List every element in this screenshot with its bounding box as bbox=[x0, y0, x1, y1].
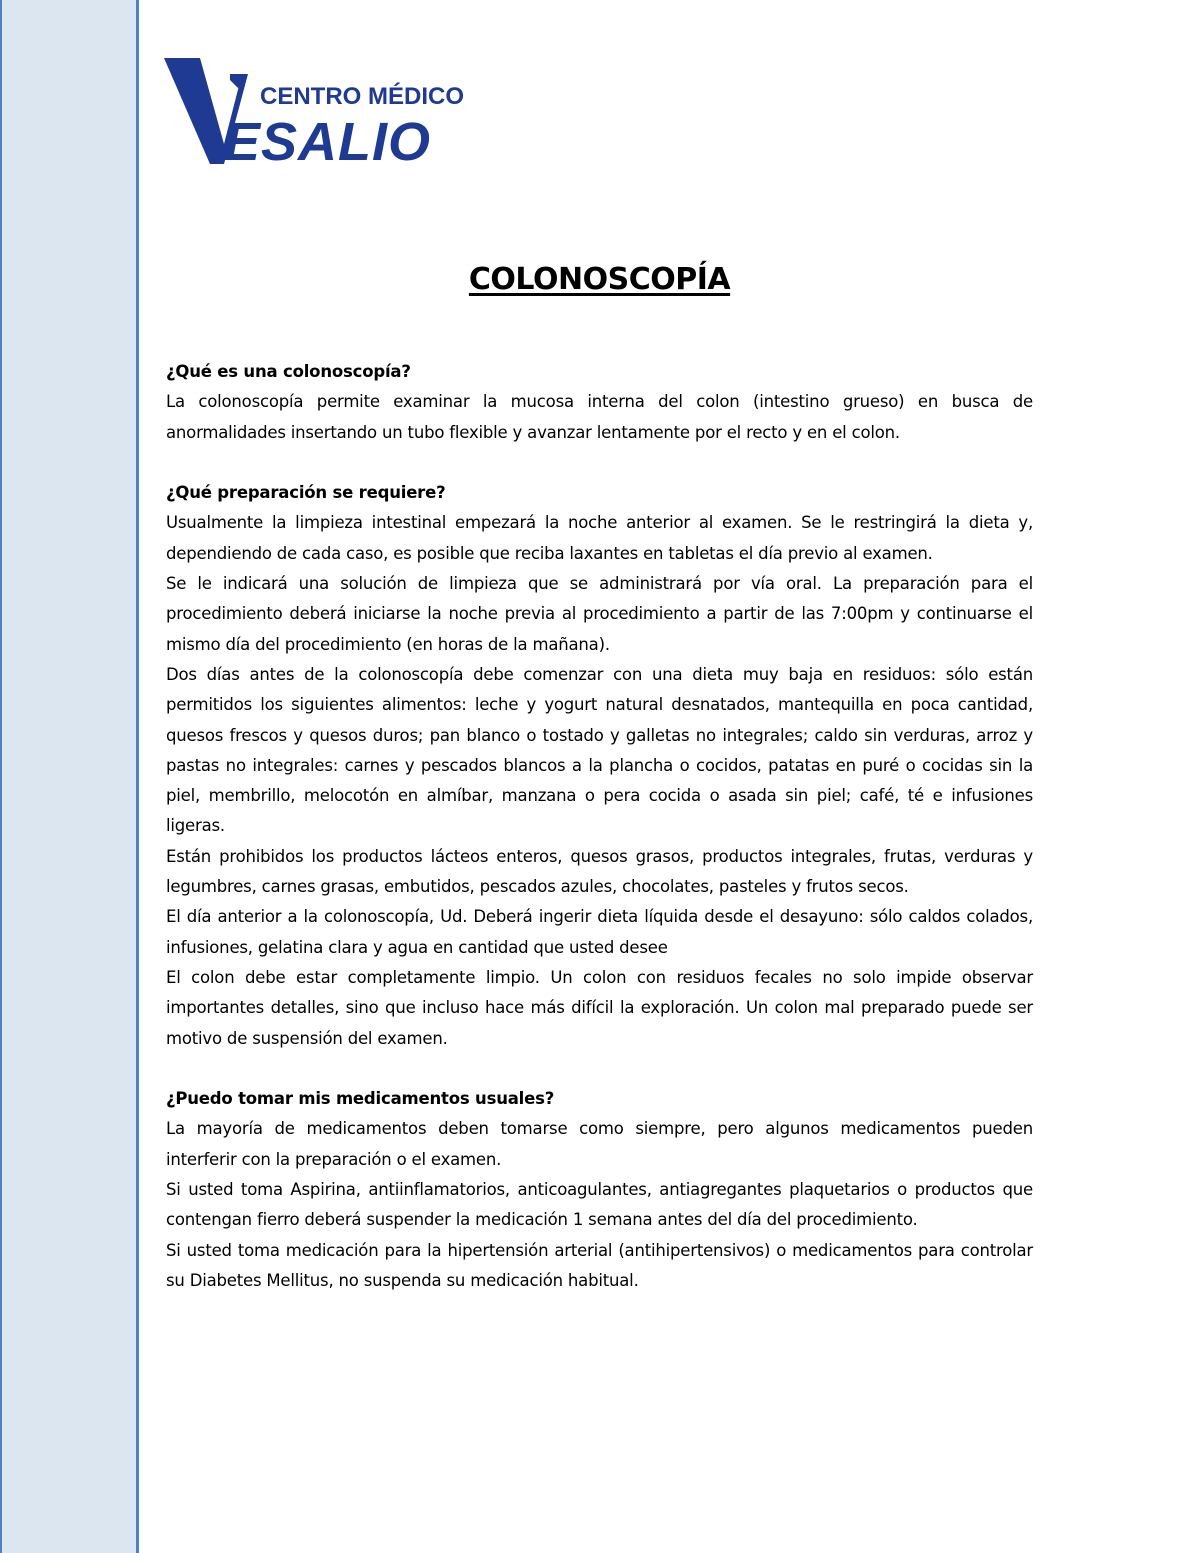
section-heading: ¿Qué es una colonoscopía? bbox=[166, 362, 411, 381]
paragraph: El día anterior a la colonoscopía, Ud. Deberá ingerir dieta líquida desde el desayuno: sólo caldos colados, infusiones, gelatina clara y agua en cantidad que usted desee bbox=[166, 907, 1033, 957]
paragraph: Están prohibidos los productos lácteos enteros, quesos grasos, productos integrales, frutas, verduras y legumbres, carnes grasas, embutidos, pescados azules, chocolates, pasteles y frutos secos. bbox=[166, 846, 1033, 897]
section-what-is bbox=[166, 357, 1033, 448]
paragraph: Si usted toma medicación para la hipertensión arterial (antihipertensivos) o medicamentos para controlar su Diabetes Mellitus, no suspenda su medicación habitual. bbox=[166, 1240, 1033, 1290]
section-gap bbox=[166, 1054, 1033, 1084]
section-gap bbox=[166, 448, 1033, 478]
logo-line2: ESALIO bbox=[224, 112, 432, 172]
section-medications bbox=[166, 1084, 1033, 1296]
document-body bbox=[166, 357, 1033, 1296]
centro-medico-vesalio-logo bbox=[160, 52, 470, 172]
document-title: COLONOSCOPÍA bbox=[468, 262, 731, 297]
section-preparation bbox=[166, 478, 1033, 1054]
section-heading: ¿Puedo tomar mis medicamentos usuales? bbox=[166, 1089, 555, 1109]
paragraph: El colon debe estar completamente limpio. Un colon con residuos fecales no solo impide observar importantes detalles, sino que incluso hace más difícil la exploración. Un colon mal preparado puede ser motivo de suspensión del examen. bbox=[166, 967, 1033, 1048]
paragraph: Dos días antes de la colonoscopía debe comenzar con una dieta muy baja en residuos: sólo están permitidos los siguientes alimentos: leche y yogurt natural desnatados, mantequilla en poca cantidad, quesos frescos y quesos duros; pan blanco o tostado y galletas no integrales; caldo sin verduras, arroz y pastas no integrales: carnes y pescados blancos a la plancha o cocidos, patatas en puré o cocidas sin la piel, membrillo, melocotón en almíbar, manzana o pera cocida o asada sin piel; café, té e infusiones ligeras. bbox=[166, 664, 1033, 836]
paragraph: Si usted toma Aspirina, antiinflamatorios, anticoagulantes, antiagregantes plaquetarios o productos que contengan fierro deberá suspender la medicación 1 semana antes del día del procedimiento. bbox=[166, 1180, 1033, 1230]
paragraph: La mayoría de medicamentos deben tomarse como siempre, pero algunos medicamentos pueden interferir con la preparación o el examen. bbox=[166, 1119, 1033, 1169]
logo-line1: CENTRO MÉDICO bbox=[260, 83, 464, 110]
page-sidebar-band bbox=[0, 0, 139, 1553]
paragraph: Usualmente la limpieza intestinal empezará la noche anterior al examen. Se le restringirá la dieta y, dependiendo de cada caso, es posible que reciba laxantes en tabletas el día previo al examen. bbox=[166, 513, 1033, 563]
section-heading: ¿Qué preparación se requiere? bbox=[166, 483, 446, 503]
paragraph: La colonoscopía permite examinar la mucosa interna del colon (intestino grueso) en busca de anormalidades insertando un tubo flexible y avanzar lentamente por el recto y en el colon. bbox=[166, 392, 1033, 442]
paragraph: Se le indicará una solución de limpieza que se administrará por vía oral. La preparación para el procedimiento deberá iniciarse la noche previa al procedimiento a partir de las 7:00pm y continuarse el mismo día del procedimiento (en horas de la mañana). bbox=[166, 574, 1033, 654]
